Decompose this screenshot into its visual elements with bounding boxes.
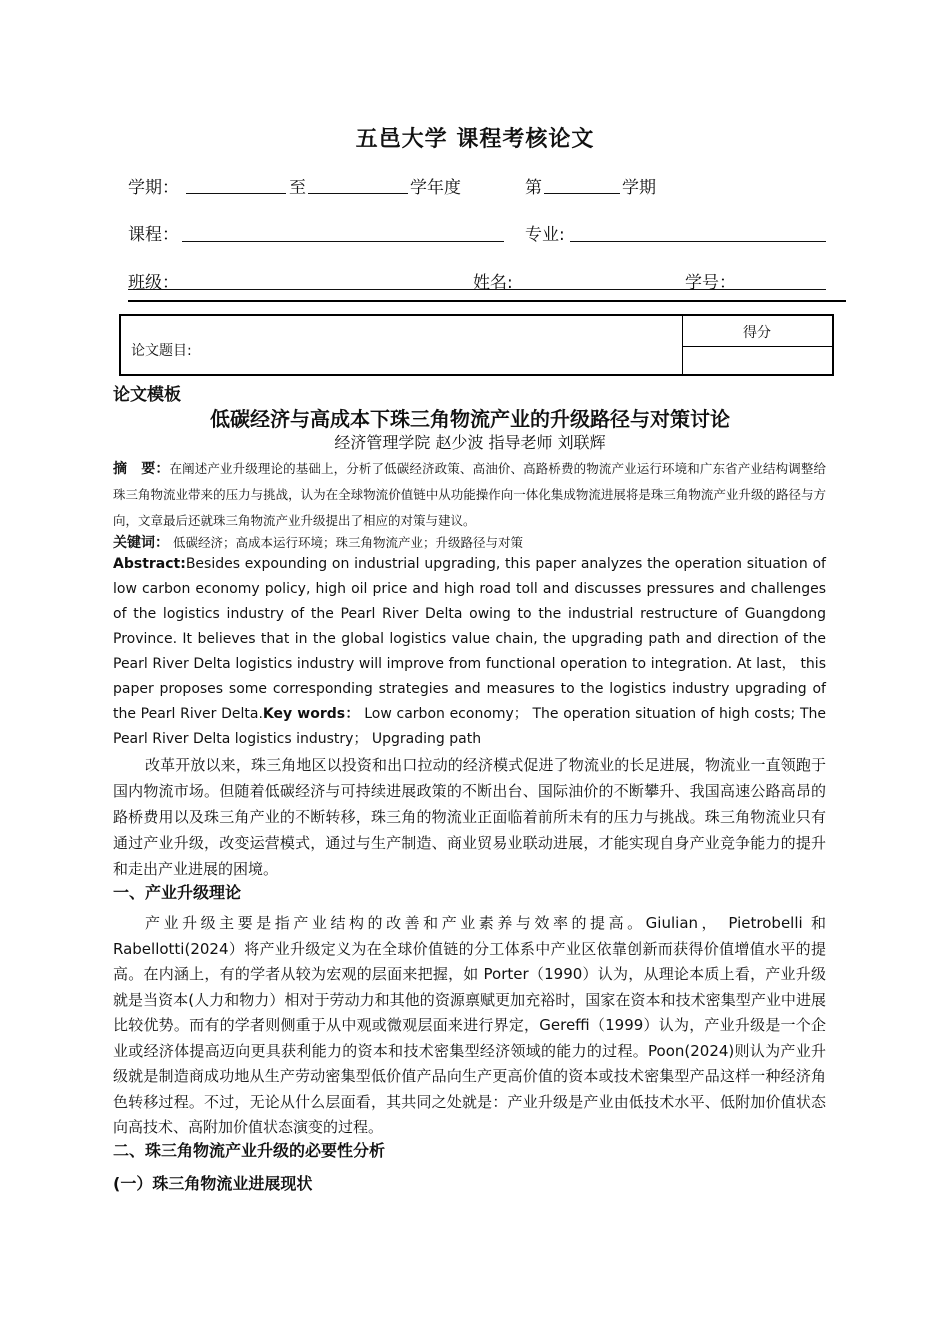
table-row-divider xyxy=(682,346,832,347)
major-label: 专业: xyxy=(525,225,565,245)
topic-score-table xyxy=(119,314,834,376)
template-label: 论文模板 xyxy=(113,385,181,405)
header-divider xyxy=(128,300,846,302)
name-label: 姓名: xyxy=(473,273,513,293)
class-label: 班级： xyxy=(128,273,179,293)
keywords-en-text: Low carbon economy； The operation situation of high costs; The Pearl River Delta logistics industry； Upgrading path xyxy=(113,706,826,747)
abstract-en xyxy=(113,552,826,752)
keywords-en-label: Key words： xyxy=(262,706,360,722)
paper-title: 低碳经济与高成本下珠三角物流产业的升级路径与对策讨论 xyxy=(210,407,730,431)
keywords-cn-text: 低碳经济；高成本运行环境；珠三角物流产业；升级路径与对策 xyxy=(172,535,523,550)
semester-field[interactable] xyxy=(544,193,620,194)
section-2-subheading-1: (一）珠三角物流业进展现状 xyxy=(113,1174,313,1193)
paper-authors: 经济管理学院 赵少波 指导老师 刘联辉 xyxy=(334,433,606,452)
academic-year-label: 学年度 xyxy=(410,178,461,198)
abstract-cn-label: 摘 要： xyxy=(113,461,170,477)
semester-prefix-label: 第 xyxy=(525,178,542,198)
course-label: 课程： xyxy=(128,225,179,245)
abstract-en-label: Abstract: xyxy=(113,556,186,572)
term-end-field[interactable] xyxy=(308,193,408,194)
paper-topic-label: 论文题目: xyxy=(131,343,192,359)
keywords-cn-label: 关键词： xyxy=(113,535,169,551)
section-2-heading: 二、珠三角物流产业升级的必要性分析 xyxy=(113,1141,386,1160)
term-label: 学期： xyxy=(128,178,179,198)
intro-paragraph: 改革开放以来，珠三角地区以投资和出口拉动的经济模式促进了物流业的长足进展，物流业一直领跑于国内物流市场。但随着低碳经济与可持续进展政策的不断出台、国际油价的不断攀升、我国高速公路高昂的路桥费用以及珠三角产业的不断转移，珠三角的物流业正面临着前所未有的压力与挑战。珠三角物流业只有通过产业升级，改变运营模式，通过与生产制造、商业贸易业联动进展，才能实现自身产业竞争能力的提升和走出产业进展的困境。 xyxy=(113,756,826,878)
abstract-cn xyxy=(113,456,826,534)
class-name-id-field[interactable] xyxy=(128,289,826,290)
student-id-label: 学号： xyxy=(685,273,736,293)
term-to-label: 至 xyxy=(289,178,306,198)
term-start-field[interactable] xyxy=(186,193,286,194)
section-1-body: 产业升级主要是指产业结构的改善和产业素养与效率的提高。Giulian， Pietrobelli 和 Rabellotti(2024）将产业升级定义为在全球价值链的分工体系中产业区依靠创新而获得价值增值水平的提高。在内涵上，有的学者从较为宏观的层面来把握，如 Porter（1990）认为，从理论本质上看，产业升级就是当资本(人力和物力）相对于劳动力和其他的资源禀赋更加充裕时，国家在资本和技术密集型产业中进展比较优势。而有的学者则侧重于从中观或微观层面来进行界定，Gereffi（1999）认为，产业升级是一个企业或经济体提高迈向更具获利能力的资本和技术密集型经济领域的能力的过程。Poon(2024)则认为产业升级就是制造商成功地从生产劳动密集型低价值产品向生产更高价值的资本或技术密集型产品这样一种经济角色转移过程。不过，无论从什么层面看，其共同之处就是：产业升级是产业由低技术水平、低附加价值状态向高技术、高附加价值状态演变的过程。 xyxy=(113,914,826,1136)
section-1-heading: 一、产业升级理论 xyxy=(113,883,242,902)
semester-suffix-label: 学期 xyxy=(622,178,656,198)
document-title: 五邑大学 课程考核论文 xyxy=(355,127,595,152)
abstract-en-text: Besides expounding on industrial upgrading, this paper analyzes the operation situation of low carbon economy policy, high oil price and high road toll and discusses pressures and challenges of the logistics industry of the Pearl River Delta owing to the industrial restructure of Guangdong Province. It believes that in the global logistics value chain, the upgrading path and direction of the Pearl River Delta logistics industry will improve from functional operation to integration. At last， this paper proposes some corresponding strategies and measures to the logistics industry upgrading of the Pearl River Delta. xyxy=(113,556,826,722)
keywords-cn xyxy=(113,533,826,553)
score-label: 得分 xyxy=(743,325,771,341)
major-field[interactable] xyxy=(570,241,826,242)
abstract-cn-text: 在阐述产业升级理论的基础上，分析了低碳经济政策、高油价、高路桥费的物流产业运行环境和广东省产业结构调整给珠三角物流业带来的压力与挑战，认为在全球物流价值链中从功能操作向一体化集成物流进展将是珠三角物流产业升级的路径与方向，文章最后还就珠三角物流产业升级提出了相应的对策与建议。 xyxy=(113,461,826,528)
course-field[interactable] xyxy=(182,241,504,242)
